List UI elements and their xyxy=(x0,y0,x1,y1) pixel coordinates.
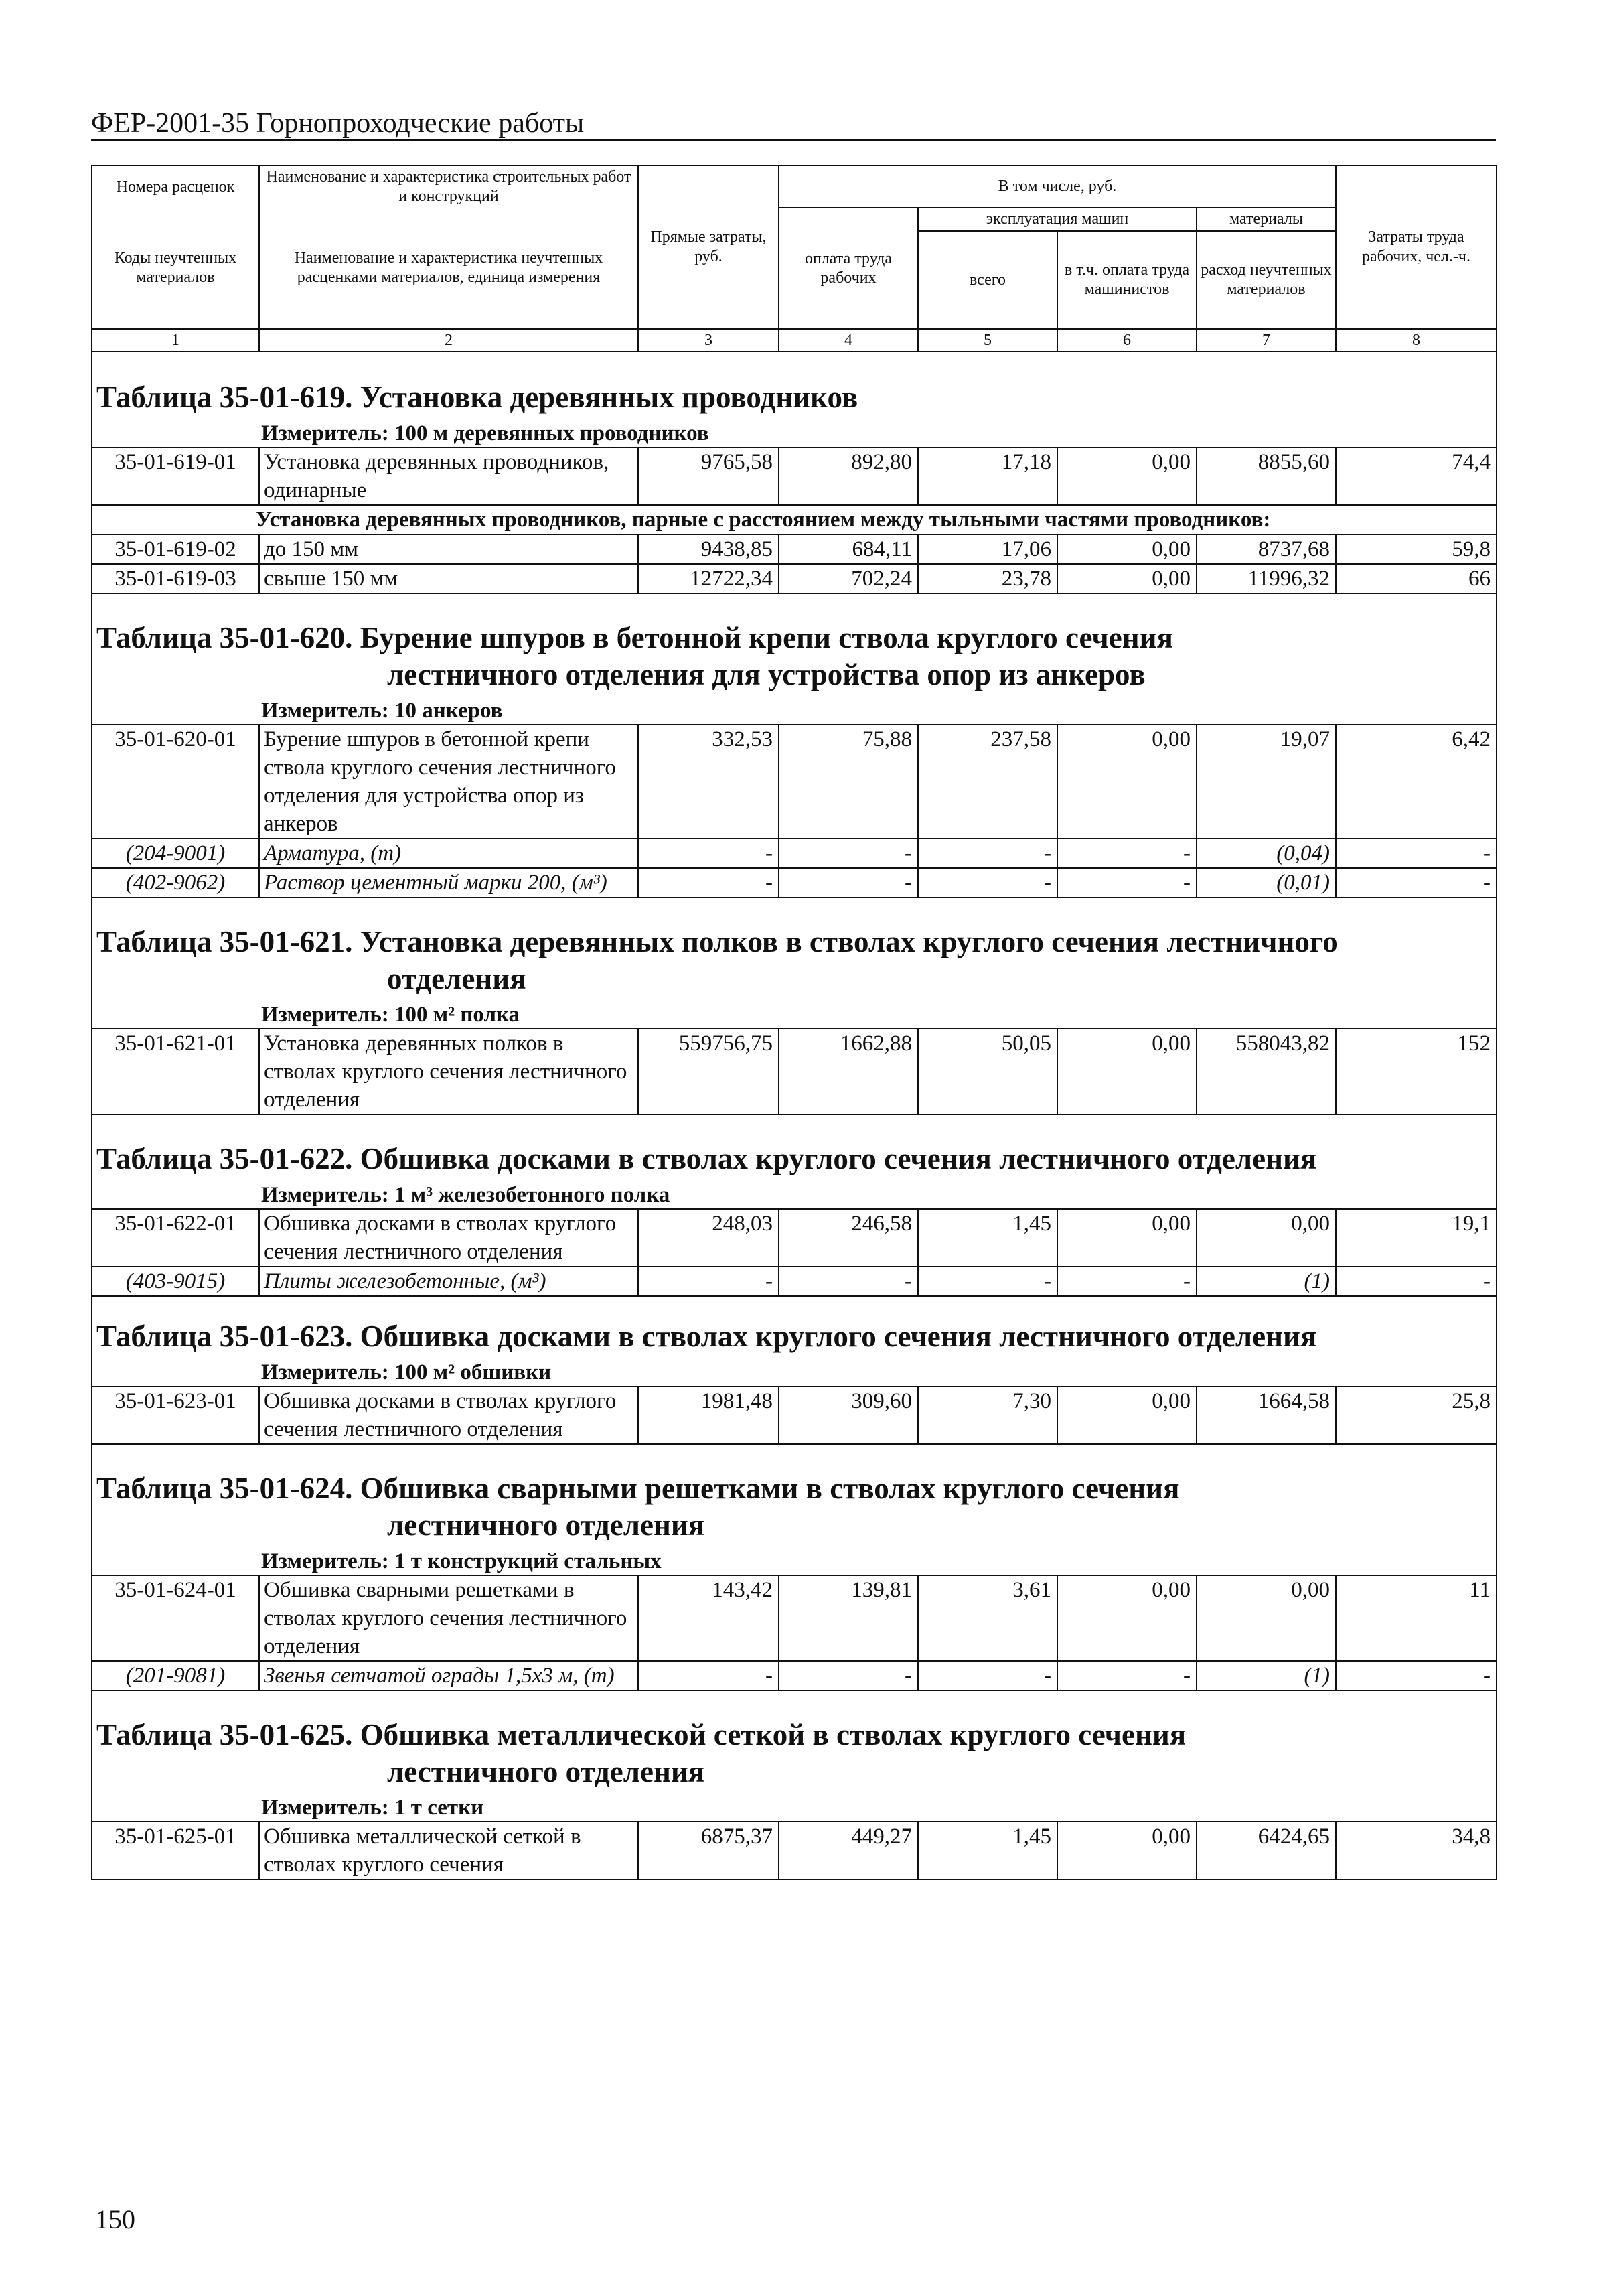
material-cost: 6424,65 xyxy=(1197,1822,1336,1879)
section-spacer xyxy=(92,898,1497,912)
subgroup-header: Установка деревянных проводников, парные с расстоянием между тыльными частями проводников: xyxy=(92,505,1497,534)
material-consumption: (1) xyxy=(1197,1267,1336,1296)
labor-hours: 25,8 xyxy=(1336,1386,1497,1444)
col-number: 3 xyxy=(638,329,779,352)
table-row xyxy=(92,1029,1497,1115)
labor-cost: 684,11 xyxy=(779,534,918,564)
machinist-labor-cost: 0,00 xyxy=(1057,1575,1197,1661)
labor-cost: - xyxy=(779,839,918,868)
work-name: свыше 150 мм xyxy=(259,564,638,593)
direct-cost: 9438,85 xyxy=(638,534,779,564)
table-section-622 xyxy=(92,1129,1497,1306)
machine-cost: 17,18 xyxy=(918,447,1057,505)
table-row xyxy=(92,564,1497,593)
material-name: Арматура, (т) xyxy=(259,839,638,868)
machinist-labor-cost: 0,00 xyxy=(1057,564,1197,593)
direct-cost: - xyxy=(638,1661,779,1691)
section-title: Таблица 35-01-621. Установка деревянных полков в стволах круглого сечения лестничного отделения xyxy=(92,912,1497,999)
labor-hours: 66 xyxy=(1336,564,1497,593)
machinist-labor-cost: 0,00 xyxy=(1057,1386,1197,1444)
machinist-labor-cost: 0,00 xyxy=(1057,447,1197,505)
machinist-labor-cost: - xyxy=(1057,1661,1197,1691)
material-row xyxy=(92,868,1497,898)
group-label-machines: эксплуатация машин xyxy=(918,208,1197,231)
measure-unit: Измеритель: 1 т конструкций стальных xyxy=(92,1545,1497,1575)
col-number: 2 xyxy=(259,329,638,352)
machinist-labor-cost: 0,00 xyxy=(1057,1029,1197,1115)
direct-cost: 332,53 xyxy=(638,725,779,839)
section-title: Таблица 35-01-624. Обшивка сварными решетками в стволах круглого сечения лестничного отделения xyxy=(92,1458,1497,1545)
material-cost: 8737,68 xyxy=(1197,534,1336,564)
material-row xyxy=(92,839,1497,868)
material-code: (204-9001) xyxy=(92,839,259,868)
col-number: 1 xyxy=(92,329,259,352)
material-cost: 0,00 xyxy=(1197,1575,1336,1661)
machine-cost: 1,45 xyxy=(918,1209,1057,1267)
table-section-621 xyxy=(92,912,1497,1129)
direct-cost: - xyxy=(638,1267,779,1296)
table-section-625 xyxy=(92,1705,1497,1879)
machinist-labor-cost: 0,00 xyxy=(1057,1209,1197,1267)
col2-bottom-label: Наименование и характеристика неучтенных расценками материалов, единица измерения xyxy=(259,208,638,329)
machine-cost: - xyxy=(918,1661,1057,1691)
table-row xyxy=(92,1386,1497,1444)
work-name: Установка деревянных полков в стволах круглого сечения лестничного отделения xyxy=(259,1029,638,1115)
page-number: 150 xyxy=(95,2204,135,2234)
measure-unit: Измеритель: 100 м² обшивки xyxy=(92,1356,1497,1386)
col4-label: оплата труда рабочих xyxy=(779,208,918,329)
labor-hours: - xyxy=(1336,1267,1497,1296)
labor-hours: - xyxy=(1336,839,1497,868)
machinist-labor-cost: 0,00 xyxy=(1057,534,1197,564)
section-spacer xyxy=(92,1296,1497,1306)
labor-hours: 6,42 xyxy=(1336,725,1497,839)
labor-hours: 34,8 xyxy=(1336,1822,1497,1879)
col2-top-label: Наименование и характеристика строительных работ и конструкций xyxy=(259,165,638,208)
table-row xyxy=(92,1822,1497,1879)
section-spacer xyxy=(92,593,1497,607)
machine-cost: - xyxy=(918,1267,1057,1296)
material-cost: 11996,32 xyxy=(1197,564,1336,593)
machinist-labor-cost: - xyxy=(1057,1267,1197,1296)
material-cost: 8855,60 xyxy=(1197,447,1336,505)
work-name: Обшивка досками в стволах круглого сечения лестничного отделения xyxy=(259,1386,638,1444)
labor-cost: - xyxy=(779,1267,918,1296)
material-code: (402-9062) xyxy=(92,868,259,898)
machine-cost: 1,45 xyxy=(918,1822,1057,1879)
labor-cost: 246,58 xyxy=(779,1209,918,1267)
labor-cost: 702,24 xyxy=(779,564,918,593)
labor-cost: 75,88 xyxy=(779,725,918,839)
direct-cost: 12722,34 xyxy=(638,564,779,593)
table-row xyxy=(92,1209,1497,1267)
material-consumption: (0,01) xyxy=(1197,868,1336,898)
section-spacer xyxy=(92,1444,1497,1458)
table-row xyxy=(92,725,1497,839)
material-cost: 1664,58 xyxy=(1197,1386,1336,1444)
section-title: Таблица 35-01-619. Установка деревянных проводников xyxy=(92,352,1497,417)
labor-cost: - xyxy=(779,868,918,898)
section-spacer xyxy=(92,1115,1497,1129)
col-number: 5 xyxy=(918,329,1057,352)
price-table xyxy=(91,165,1497,1880)
direct-cost: 6875,37 xyxy=(638,1822,779,1879)
material-consumption: (1) xyxy=(1197,1661,1336,1691)
col8-label: Затраты труда рабочих, чел.-ч. xyxy=(1336,165,1497,329)
labor-cost: 1662,88 xyxy=(779,1029,918,1115)
rate-code: 35-01-619-03 xyxy=(92,564,259,593)
rate-code: 35-01-624-01 xyxy=(92,1575,259,1661)
material-cost: 558043,82 xyxy=(1197,1029,1336,1115)
running-header-rule xyxy=(91,139,1496,141)
direct-cost: - xyxy=(638,868,779,898)
labor-cost: 892,80 xyxy=(779,447,918,505)
rate-code: 35-01-625-01 xyxy=(92,1822,259,1879)
work-name: Установка деревянных проводников, одинарные xyxy=(259,447,638,505)
machine-cost: 7,30 xyxy=(918,1386,1057,1444)
machinist-labor-cost: - xyxy=(1057,839,1197,868)
table-section-620 xyxy=(92,607,1497,912)
section-title: Таблица 35-01-622. Обшивка досками в стволах круглого сечения лестничного отделения xyxy=(92,1129,1497,1179)
table-row xyxy=(92,1575,1497,1661)
rate-code: 35-01-621-01 xyxy=(92,1029,259,1115)
table-section-619 xyxy=(92,352,1497,607)
labor-hours: 59,8 xyxy=(1336,534,1497,564)
measure-unit: Измеритель: 100 м² полка xyxy=(92,999,1497,1029)
group-label-all: В том числе, руб. xyxy=(779,165,1336,208)
material-name: Плиты железобетонные, (м³) xyxy=(259,1267,638,1296)
machinist-labor-cost: 0,00 xyxy=(1057,725,1197,839)
labor-hours: - xyxy=(1336,868,1497,898)
machinist-labor-cost: - xyxy=(1057,868,1197,898)
machinist-labor-cost: 0,00 xyxy=(1057,1822,1197,1879)
machine-cost: - xyxy=(918,868,1057,898)
labor-hours: - xyxy=(1336,1661,1497,1691)
table-header xyxy=(92,165,1497,352)
labor-hours: 74,4 xyxy=(1336,447,1497,505)
col3-label: Прямые затраты, руб. xyxy=(638,165,779,329)
measure-unit: Измеритель: 1 м³ железобетонного полка xyxy=(92,1179,1497,1209)
labor-cost: 309,60 xyxy=(779,1386,918,1444)
labor-cost: - xyxy=(779,1661,918,1691)
rate-code: 35-01-620-01 xyxy=(92,725,259,839)
direct-cost: 9765,58 xyxy=(638,447,779,505)
col7-label: расход неучтенных материалов xyxy=(1197,231,1336,329)
rate-code: 35-01-619-02 xyxy=(92,534,259,564)
machine-cost: 50,05 xyxy=(918,1029,1057,1115)
material-cost: 0,00 xyxy=(1197,1209,1336,1267)
labor-cost: 449,27 xyxy=(779,1822,918,1879)
material-cost: 19,07 xyxy=(1197,725,1336,839)
machine-cost: 237,58 xyxy=(918,725,1057,839)
direct-cost: 248,03 xyxy=(638,1209,779,1267)
labor-hours: 19,1 xyxy=(1336,1209,1497,1267)
work-name: Обшивка сварными решетками в стволах круглого сечения лестничного отделения xyxy=(259,1575,638,1661)
labor-cost: 139,81 xyxy=(779,1575,918,1661)
table-section-624 xyxy=(92,1458,1497,1705)
material-row xyxy=(92,1267,1497,1296)
direct-cost: 143,42 xyxy=(638,1575,779,1661)
col-number: 7 xyxy=(1197,329,1336,352)
work-name: Бурение шпуров в бетонной крепи ствола круглого сечения лестничного отделения для устройства опор из анкеров xyxy=(259,725,638,839)
measure-unit: Измеритель: 100 м деревянных проводников xyxy=(92,417,1497,447)
rate-code: 35-01-622-01 xyxy=(92,1209,259,1267)
machine-cost: 23,78 xyxy=(918,564,1057,593)
table-row xyxy=(92,447,1497,505)
labor-hours: 11 xyxy=(1336,1575,1497,1661)
direct-cost: 1981,48 xyxy=(638,1386,779,1444)
running-header: ФЕР-2001-35 Горнопроходческие работы xyxy=(91,108,585,139)
section-title: Таблица 35-01-620. Бурение шпуров в бетонной крепи ствола круглого сечения лестничного отделения для устройства опор из анкеров xyxy=(92,607,1497,695)
col-number: 8 xyxy=(1336,329,1497,352)
table-row xyxy=(92,534,1497,564)
col1-top-label: Номера расценок xyxy=(92,165,259,208)
col-number: 6 xyxy=(1057,329,1197,352)
machine-cost: 17,06 xyxy=(918,534,1057,564)
table-section-623 xyxy=(92,1306,1497,1458)
rate-code: 35-01-619-01 xyxy=(92,447,259,505)
material-consumption: (0,04) xyxy=(1197,839,1336,868)
rate-code: 35-01-623-01 xyxy=(92,1386,259,1444)
direct-cost: - xyxy=(638,839,779,868)
col1-bottom-label: Коды неучтенных материалов xyxy=(92,208,259,329)
direct-cost: 559756,75 xyxy=(638,1029,779,1115)
measure-unit: Измеритель: 10 анкеров xyxy=(92,695,1497,725)
material-row xyxy=(92,1661,1497,1691)
section-spacer xyxy=(92,1691,1497,1705)
work-name: до 150 мм xyxy=(259,534,638,564)
material-name: Раствор цементный марки 200, (м³) xyxy=(259,868,638,898)
machine-cost: - xyxy=(918,839,1057,868)
work-name: Обшивка металлической сеткой в стволах круглого сечения xyxy=(259,1822,638,1879)
section-title: Таблица 35-01-623. Обшивка досками в стволах круглого сечения лестничного отделения xyxy=(92,1306,1497,1356)
col5-label: всего xyxy=(918,231,1057,329)
material-code: (403-9015) xyxy=(92,1267,259,1296)
measure-unit: Измеритель: 1 т сетки xyxy=(92,1792,1497,1822)
work-name: Обшивка досками в стволах круглого сечения лестничного отделения xyxy=(259,1209,638,1267)
group-label-materials: материалы xyxy=(1197,208,1336,231)
machine-cost: 3,61 xyxy=(918,1575,1057,1661)
section-title: Таблица 35-01-625. Обшивка металлической сеткой в стволах круглого сечения лестничного отделения xyxy=(92,1705,1497,1792)
labor-hours: 152 xyxy=(1336,1029,1497,1115)
col-number: 4 xyxy=(779,329,918,352)
material-name: Звенья сетчатой ограды 1,5х3 м, (т) xyxy=(259,1661,638,1691)
col6-label: в т.ч. оплата труда машинистов xyxy=(1057,231,1197,329)
material-code: (201-9081) xyxy=(92,1661,259,1691)
